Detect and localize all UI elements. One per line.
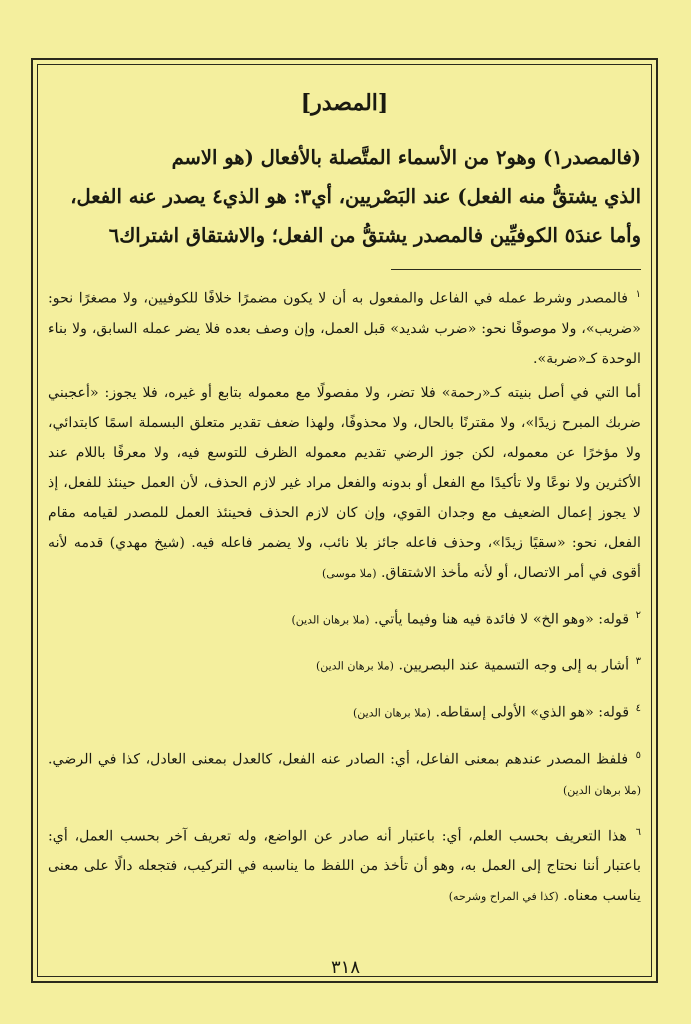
- main-line: [48, 216, 641, 255]
- main-text: [48, 138, 641, 255]
- main-line-3: وأما عندَ٥ الكوفيِّين فالمصدر يشتقُّ من الفعل؛ والاشتقاق اشتراك٦: [108, 224, 641, 247]
- footnote: [48, 741, 641, 806]
- footnote-citation: (ملا موسى): [321, 566, 377, 580]
- footnote-number: ٢: [635, 609, 641, 621]
- footnotes: [48, 280, 641, 912]
- footnote-citation: (ملا برهان الدين): [352, 706, 431, 720]
- footnote-number: ١: [635, 289, 641, 300]
- footnote-number: ٥: [635, 749, 641, 761]
- main-line: [48, 138, 641, 177]
- footnote-text: فلفظ المصدر عندهم بمعنى الفاعل، أي: الصادر عنه الفعل، كالعدل بمعنى العادل، كذا في الرضي.: [48, 751, 629, 768]
- section-title: [المصدر]: [300, 90, 389, 116]
- footnote: [48, 647, 641, 682]
- footnote: [48, 818, 641, 913]
- footnote-text: هذا التعريف بحسب العلم، أي: باعتبار أنه صادر عن الواضع، وله تعريف آخر بحسب العمل، أي: باعتبار أننا نحتاج إلى العمل به، وهو أن تأخذ من اللفظ ما يناسبه في التركيب، فتجعله دالًا على معنى يناسب معناه.: [48, 828, 641, 905]
- footnote-number: ٦: [635, 826, 642, 838]
- footnote-divider: [391, 269, 641, 270]
- footnote-number: ٤: [635, 703, 641, 715]
- footnote: [48, 601, 641, 636]
- footnote-citation: (ملا برهان الدين): [562, 783, 641, 797]
- main-line-2: الذي يشتقُّ منه الفعل) عند البَصْريين، أي٣: هو الذي٤ يصدر عنه الفعل،: [70, 185, 641, 208]
- footnote-citation: (كذا في المراح وشرحه): [448, 890, 559, 904]
- page-number: ٣١٨: [330, 957, 360, 978]
- footnote: [48, 694, 641, 729]
- footnote: [48, 378, 641, 589]
- main-line-1: (فالمصدر١) وهو٢ من الأسماء المتَّصلة بالأفعال (هو الاسم: [171, 146, 641, 169]
- footnote-number: ٣: [635, 656, 641, 668]
- footnote-text: أشار به إلى وجه التسمية عند البصريين.: [398, 658, 630, 675]
- main-line: [48, 177, 641, 216]
- footnote: [48, 280, 641, 374]
- footnote-citation: (ملا برهان الدين): [315, 660, 394, 674]
- page-content: [48, 90, 641, 916]
- footnote-text: قوله: «هو الذي» الأولى إسقاطه.: [435, 704, 630, 721]
- footnote-citation: (ملا برهان الدين): [291, 613, 370, 627]
- footnote-text: قوله: «وهو الخ» لا فائدة فيه هنا وفيما يأتي.: [373, 611, 630, 628]
- footnote-text: أما التي في أصل بنيته كـ«رحمة» فلا تضر، ولا مفصولًا مع معموله بتابع أو غيره، فلا يجوز: «أعجبني ضربك المبرح زيدًا»، ولا مقترنًا بالحال، ولا محذوفًا، ولهذا ضعف تقدير متعلق البسملة اسمًا كابتدائي، ولا مؤخرًا عن معموله، لكن جوز الرضي تقديم معموله الظرف للتوسع فيه، ولا معرفًا باللام عند الأكثرين ولا نوعًا ولا تأكيدًا مع الفعل أو بدونه والفعل مراد غير لازم الحذف، لأن العمل حينئذ للفعل، إذ لا يجوز إعمال الضعيف مع وجدان القوي، وإن كان لازم الحذف فحينئذ العمل للمصدر لقيامه مقام الفعل، نحو: «سقيًا زيدًا»، وحذف فاعله جائز بلا نائب، ولا يضمر فاعله فيه. (شيخ مهدي) قدمه لأنه أقوى في أمر الاتصال، أو لأنه مأخذ الاشتقاق.: [48, 384, 641, 581]
- footnote-text: فالمصدر وشرط عمله في الفاعل والمفعول به أن لا يكون مضمرًا خلافًا للكوفيين، ولا مصغرًا نحو: «ضريب»، ولا موصوفًا نحو: «ضرب شديد» قبل العمل، وإن وصف بعده فلا يضر عمله السابق، ولا بناء الوحدة كـ«ضربة».: [48, 290, 641, 367]
